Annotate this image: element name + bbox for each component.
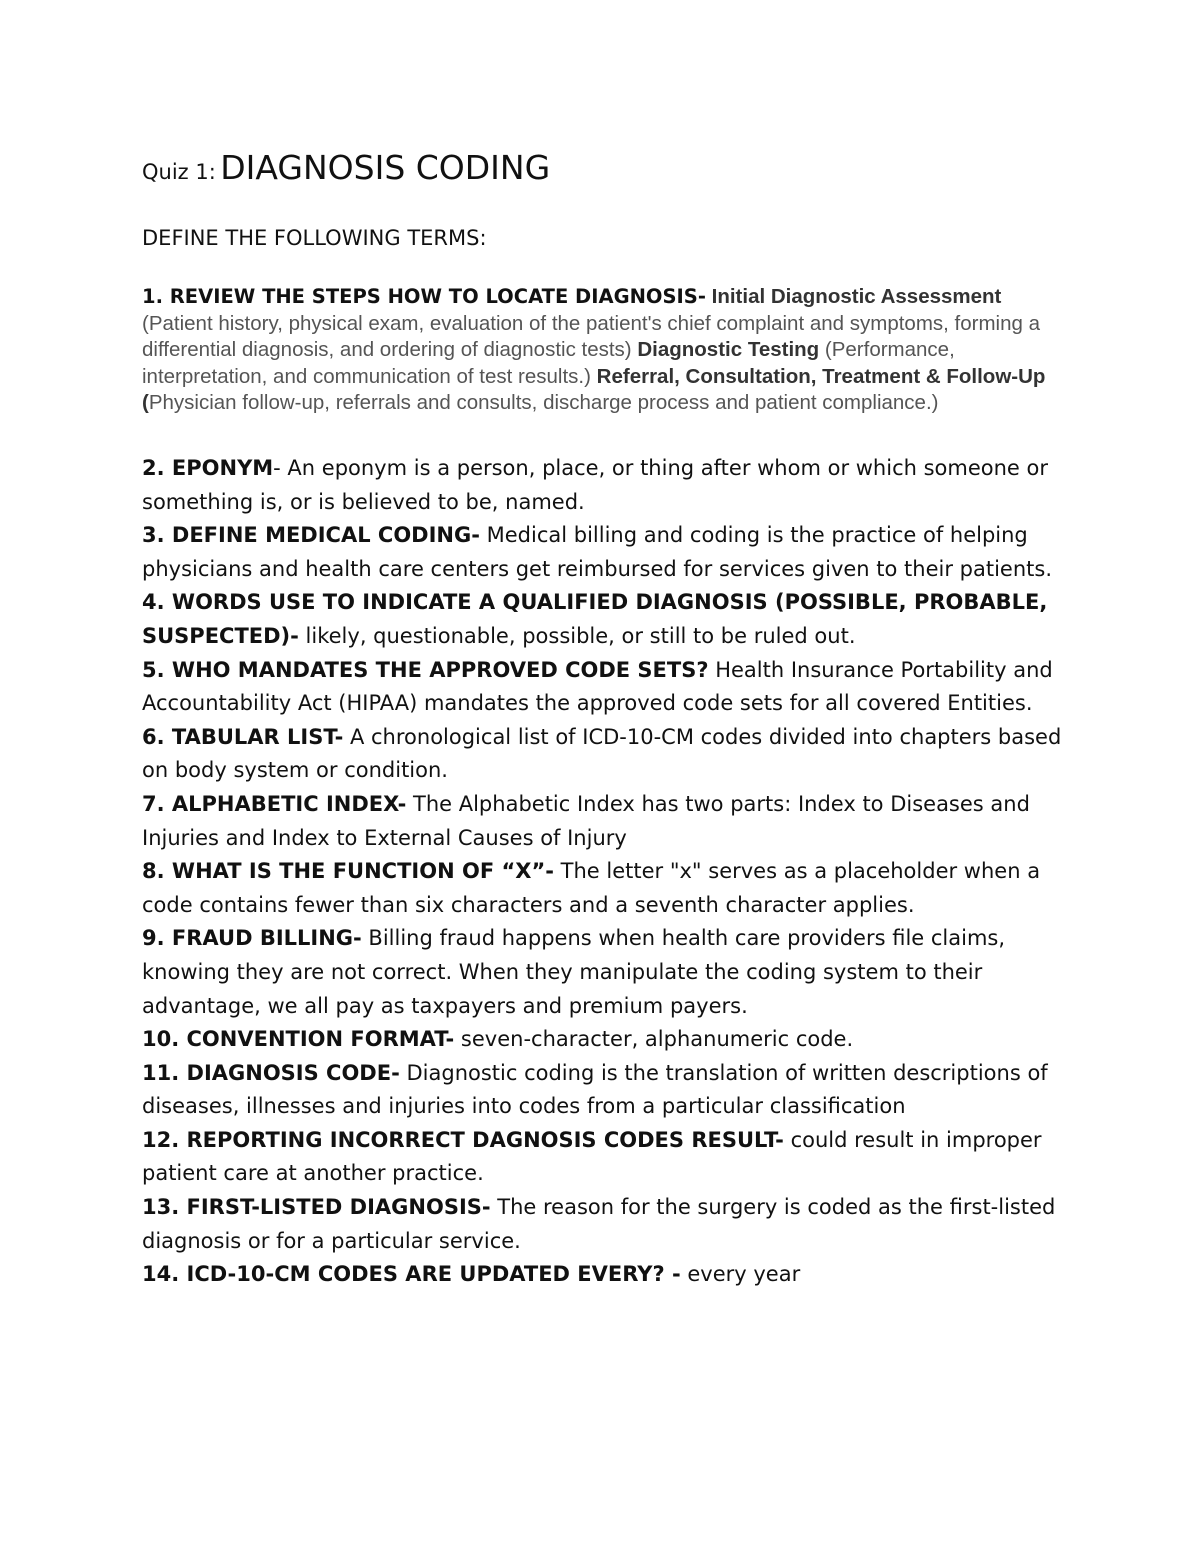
step-heading-referral: Referral, Consultation, Treatment & Follow-Up ( <box>142 364 1046 414</box>
question-answer: could result in improper patient care at another practice. <box>142 1127 1042 1186</box>
question-item-1 <box>142 284 1072 417</box>
step-text-referral: Physician follow-up, referrals and consults, discharge process and patient compliance.) <box>148 391 939 414</box>
question-item-5 <box>142 654 1072 721</box>
question-term: 14. ICD-10-CM CODES ARE UPDATED EVERY? - <box>142 1262 681 1287</box>
step-heading-initial: Initial Diagnostic Assessment <box>711 285 1002 308</box>
step-heading-testing: Diagnostic Testing <box>637 338 820 361</box>
question-term: 11. DIAGNOSIS CODE- <box>142 1060 400 1085</box>
question-answer: Health Insurance Portability and Accountability Act (HIPAA) mandates the approved code sets for all covered Entities. <box>142 657 1053 716</box>
question-item-3 <box>142 519 1072 586</box>
title-line <box>142 148 550 187</box>
question-item-8 <box>142 855 1072 922</box>
question-term: 4. WORDS USE TO INDICATE A QUALIFIED DIAGNOSIS (POSSIBLE, PROBABLE, SUSPECTED)- <box>142 590 1048 648</box>
question-item-12 <box>142 1124 1072 1191</box>
question-term: 1. REVIEW THE STEPS HOW TO LOCATE DIAGNOSIS- <box>142 285 706 308</box>
question-term: 12. REPORTING INCORRECT DAGNOSIS CODES RESULT- <box>142 1127 784 1152</box>
question-answer: Diagnostic coding is the translation of written descriptions of diseases, illnesses and injuries into codes from a particular classification <box>142 1060 1048 1119</box>
question-term: 3. DEFINE MEDICAL CODING- <box>142 523 480 548</box>
question-answer: A chronological list of ICD-10-CM codes divided into chapters based on body system or condition. <box>142 724 1062 783</box>
question-item-10 <box>142 1023 1072 1057</box>
question-item-6 <box>142 721 1072 788</box>
quiz-label: Quiz 1: <box>142 160 216 184</box>
question-item-2 <box>142 452 1072 519</box>
question-item-11 <box>142 1057 1072 1124</box>
question-term: 10. CONVENTION FORMAT- <box>142 1027 455 1052</box>
question-item-7 <box>142 788 1072 855</box>
quiz-title: DIAGNOSIS CODING <box>220 148 551 187</box>
question-item-9 <box>142 922 1072 1023</box>
question-answer: The Alphabetic Index has two parts: Index to Diseases and Injuries and Index to External Causes of Injury <box>142 791 1030 850</box>
question-list <box>142 452 1072 1292</box>
step-text-initial: (Patient history, physical exam, evaluation of the patient's chief complaint and symptoms, forming a differential diagnosis, and ordering of diagnostic tests) <box>142 311 1040 361</box>
question-term: 6. TABULAR LIST- <box>142 724 344 749</box>
question-term: 7. ALPHABETIC INDEX- <box>142 791 407 816</box>
question-term: 9. FRAUD BILLING- <box>142 926 362 951</box>
question-term: 2. EPONYM <box>142 456 274 480</box>
question-item-4 <box>142 586 1072 653</box>
instruction-text: DEFINE THE FOLLOWING TERMS: <box>142 226 487 250</box>
question-answer: The letter "x" serves as a placeholder when a code contains fewer than six characters and a seventh character applies. <box>142 859 1041 917</box>
question-term: 5. WHO MANDATES THE APPROVED CODE SETS? <box>142 657 709 682</box>
question-term: 13. FIRST-LISTED DIAGNOSIS- <box>142 1195 491 1220</box>
step-text-testing: (Performance, interpretation, and communication of test results.) <box>142 338 955 388</box>
question-answer: Billing fraud happens when health care providers file claims, knowing they are not correct. When they manipulate the coding system to their advantage, we all pay as taxpayers and premium payers. <box>142 926 1006 1018</box>
question-answer: seven-character, alphanumeric code. <box>454 1027 854 1052</box>
question-answer: The reason for the surgery is coded as the first-listed diagnosis or for a particular service. <box>142 1195 1056 1253</box>
question-item-13 <box>142 1191 1072 1258</box>
question-answer: Medical billing and coding is the practice of helping physicians and health care centers get reimbursed for services given to their patients. <box>142 523 1052 581</box>
question-answer: every year <box>680 1262 801 1287</box>
question-item-14 <box>142 1258 1072 1292</box>
question-answer: likely, questionable, possible, or still to be ruled out. <box>298 623 856 648</box>
question-term: 8. WHAT IS THE FUNCTION OF “X”- <box>142 859 554 884</box>
question-answer: - An eponym is a person, place, or thing after whom or which someone or something is, or is believed to be, named. <box>142 456 1048 514</box>
